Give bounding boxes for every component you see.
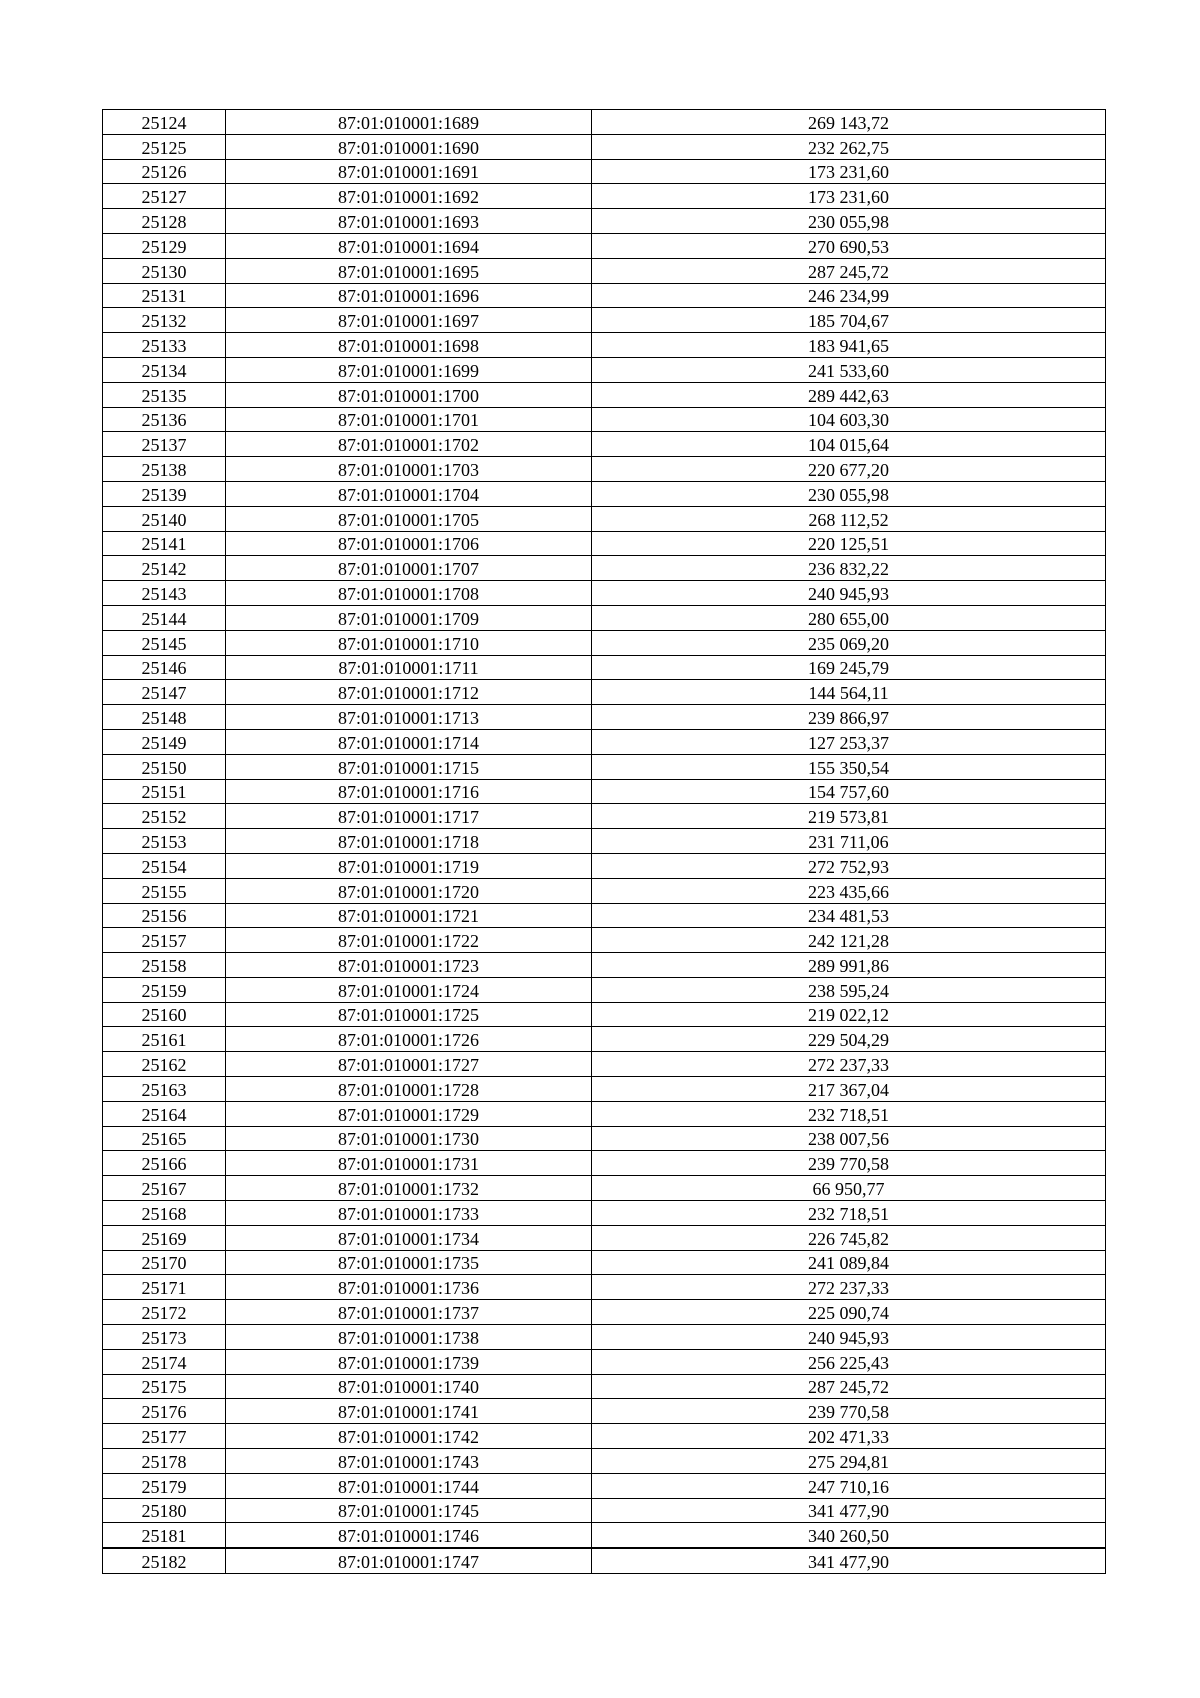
cadastral-number-cell: 87:01:010001:1722 [226, 928, 592, 953]
cadastral-value-cell: 240 945,93 [592, 581, 1106, 606]
table-row [103, 1399, 1106, 1424]
table-row [103, 1027, 1106, 1052]
table-row [103, 1275, 1106, 1300]
row-number-cell: 25141 [103, 531, 226, 556]
table-row [103, 705, 1106, 730]
row-number-cell: 25125 [103, 134, 226, 159]
table-row [103, 506, 1106, 531]
cadastral-number-cell: 87:01:010001:1706 [226, 531, 592, 556]
cadastral-number-cell: 87:01:010001:1732 [226, 1176, 592, 1201]
cadastral-number-cell: 87:01:010001:1704 [226, 481, 592, 506]
row-number-cell: 25143 [103, 581, 226, 606]
cadastral-number-cell: 87:01:010001:1703 [226, 457, 592, 482]
cadastral-value-cell: 219 022,12 [592, 1002, 1106, 1027]
row-number-cell: 25145 [103, 630, 226, 655]
cadastral-value-cell: 232 262,75 [592, 134, 1106, 159]
row-number-cell: 25181 [103, 1523, 226, 1548]
cadastral-number-cell: 87:01:010001:1708 [226, 581, 592, 606]
cadastral-number-cell: 87:01:010001:1710 [226, 630, 592, 655]
table-row [103, 977, 1106, 1002]
cadastral-number-cell: 87:01:010001:1700 [226, 382, 592, 407]
row-number-cell: 25156 [103, 903, 226, 928]
row-number-cell: 25174 [103, 1349, 226, 1374]
table-row [103, 258, 1106, 283]
cadastral-number-cell: 87:01:010001:1705 [226, 506, 592, 531]
cadastral-number-cell: 87:01:010001:1715 [226, 754, 592, 779]
row-number-cell: 25161 [103, 1027, 226, 1052]
cadastral-number-cell: 87:01:010001:1691 [226, 159, 592, 184]
table-row [103, 1498, 1106, 1523]
cadastral-value-cell: 256 225,43 [592, 1349, 1106, 1374]
table-row [103, 556, 1106, 581]
cadastral-value-cell: 287 245,72 [592, 1374, 1106, 1399]
cadastral-number-cell: 87:01:010001:1695 [226, 258, 592, 283]
table-row [103, 581, 1106, 606]
row-number-cell: 25170 [103, 1250, 226, 1275]
row-number-cell: 25140 [103, 506, 226, 531]
cadastral-value-cell: 239 866,97 [592, 705, 1106, 730]
table-row [103, 1374, 1106, 1399]
row-number-cell: 25176 [103, 1399, 226, 1424]
cadastral-value-cell: 104 603,30 [592, 407, 1106, 432]
row-number-cell: 25129 [103, 233, 226, 258]
cadastral-number-cell: 87:01:010001:1727 [226, 1052, 592, 1077]
table-row [103, 357, 1106, 382]
cadastral-number-cell: 87:01:010001:1723 [226, 953, 592, 978]
cadastral-value-cell: 235 069,20 [592, 630, 1106, 655]
cadastral-number-cell: 87:01:010001:1721 [226, 903, 592, 928]
cadastral-number-cell: 87:01:010001:1719 [226, 853, 592, 878]
cadastral-value-cell: 173 231,60 [592, 184, 1106, 209]
cadastral-value-cell: 220 677,20 [592, 457, 1106, 482]
cadastral-value-cell: 275 294,81 [592, 1449, 1106, 1474]
cadastral-number-cell: 87:01:010001:1701 [226, 407, 592, 432]
cadastral-value-cell: 241 089,84 [592, 1250, 1106, 1275]
table-row [103, 457, 1106, 482]
cadastral-value-cell: 226 745,82 [592, 1225, 1106, 1250]
cadastral-value-cell: 289 991,86 [592, 953, 1106, 978]
table-body [103, 110, 1106, 1574]
cadastral-number-cell: 87:01:010001:1739 [226, 1349, 592, 1374]
row-number-cell: 25135 [103, 382, 226, 407]
cadastral-number-cell: 87:01:010001:1738 [226, 1325, 592, 1350]
cadastral-value-cell: 239 770,58 [592, 1151, 1106, 1176]
cadastral-value-cell: 246 234,99 [592, 283, 1106, 308]
cadastral-value-cell: 185 704,67 [592, 308, 1106, 333]
table-row [103, 1349, 1106, 1374]
cadastral-number-cell: 87:01:010001:1734 [226, 1225, 592, 1250]
cadastral-number-cell: 87:01:010001:1713 [226, 705, 592, 730]
cadastral-value-cell: 232 718,51 [592, 1101, 1106, 1126]
row-number-cell: 25160 [103, 1002, 226, 1027]
table-row [103, 1101, 1106, 1126]
table-row [103, 680, 1106, 705]
table-row [103, 1523, 1106, 1548]
table-row [103, 333, 1106, 358]
cadastral-value-cell: 225 090,74 [592, 1300, 1106, 1325]
row-number-cell: 25134 [103, 357, 226, 382]
cadastral-number-cell: 87:01:010001:1724 [226, 977, 592, 1002]
cadastral-number-cell: 87:01:010001:1712 [226, 680, 592, 705]
cadastral-value-cell: 242 121,28 [592, 928, 1106, 953]
cadastral-value-cell: 272 752,93 [592, 853, 1106, 878]
cadastral-value-cell: 169 245,79 [592, 655, 1106, 680]
cadastral-value-cell: 223 435,66 [592, 878, 1106, 903]
cadastral-number-cell: 87:01:010001:1746 [226, 1523, 592, 1548]
cadastral-value-cell: 155 350,54 [592, 754, 1106, 779]
table-row [103, 1548, 1106, 1573]
row-number-cell: 25158 [103, 953, 226, 978]
table-row [103, 110, 1106, 135]
cadastral-number-cell: 87:01:010001:1711 [226, 655, 592, 680]
cadastral-number-cell: 87:01:010001:1697 [226, 308, 592, 333]
row-number-cell: 25157 [103, 928, 226, 953]
cadastral-value-cell: 230 055,98 [592, 481, 1106, 506]
table-row [103, 1176, 1106, 1201]
row-number-cell: 25155 [103, 878, 226, 903]
cadastral-value-cell: 66 950,77 [592, 1176, 1106, 1201]
row-number-cell: 25133 [103, 333, 226, 358]
table-row [103, 1449, 1106, 1474]
table-row [103, 853, 1106, 878]
table-row [103, 1126, 1106, 1151]
cadastral-value-cell: 238 007,56 [592, 1126, 1106, 1151]
row-number-cell: 25168 [103, 1201, 226, 1226]
row-number-cell: 25136 [103, 407, 226, 432]
cadastral-value-cell: 202 471,33 [592, 1424, 1106, 1449]
row-number-cell: 25128 [103, 209, 226, 234]
row-number-cell: 25169 [103, 1225, 226, 1250]
row-number-cell: 25167 [103, 1176, 226, 1201]
cadastral-number-cell: 87:01:010001:1742 [226, 1424, 592, 1449]
row-number-cell: 25166 [103, 1151, 226, 1176]
table-row [103, 283, 1106, 308]
row-number-cell: 25130 [103, 258, 226, 283]
table-row [103, 754, 1106, 779]
cadastral-number-cell: 87:01:010001:1718 [226, 829, 592, 854]
cadastral-value-cell: 272 237,33 [592, 1275, 1106, 1300]
table-row [103, 382, 1106, 407]
cadastral-value-cell: 268 112,52 [592, 506, 1106, 531]
row-number-cell: 25137 [103, 432, 226, 457]
row-number-cell: 25178 [103, 1449, 226, 1474]
row-number-cell: 25132 [103, 308, 226, 333]
cadastral-value-cell: 340 260,50 [592, 1523, 1106, 1548]
table-row [103, 481, 1106, 506]
table-row [103, 804, 1106, 829]
row-number-cell: 25177 [103, 1424, 226, 1449]
cadastral-value-cell: 234 481,53 [592, 903, 1106, 928]
row-number-cell: 25159 [103, 977, 226, 1002]
table-row [103, 1424, 1106, 1449]
table-row [103, 878, 1106, 903]
table-row [103, 134, 1106, 159]
cadastral-value-cell: 239 770,58 [592, 1399, 1106, 1424]
cadastral-number-cell: 87:01:010001:1696 [226, 283, 592, 308]
cadastral-number-cell: 87:01:010001:1714 [226, 729, 592, 754]
cadastral-number-cell: 87:01:010001:1735 [226, 1250, 592, 1275]
cadastral-number-cell: 87:01:010001:1743 [226, 1449, 592, 1474]
cadastral-number-cell: 87:01:010001:1720 [226, 878, 592, 903]
row-number-cell: 25144 [103, 605, 226, 630]
cadastral-value-cell: 229 504,29 [592, 1027, 1106, 1052]
cadastral-number-cell: 87:01:010001:1694 [226, 233, 592, 258]
row-number-cell: 25151 [103, 779, 226, 804]
table-row [103, 1077, 1106, 1102]
table-row [103, 1002, 1106, 1027]
cadastral-number-cell: 87:01:010001:1728 [226, 1077, 592, 1102]
cadastral-value-cell: 231 711,06 [592, 829, 1106, 854]
table-row [103, 1225, 1106, 1250]
cadastral-value-cell: 220 125,51 [592, 531, 1106, 556]
row-number-cell: 25179 [103, 1473, 226, 1498]
table-row [103, 1052, 1106, 1077]
row-number-cell: 25147 [103, 680, 226, 705]
table-row [103, 605, 1106, 630]
row-number-cell: 25163 [103, 1077, 226, 1102]
cadastral-number-cell: 87:01:010001:1702 [226, 432, 592, 457]
cadastral-number-cell: 87:01:010001:1726 [226, 1027, 592, 1052]
cadastral-number-cell: 87:01:010001:1693 [226, 209, 592, 234]
cadastral-value-cell: 272 237,33 [592, 1052, 1106, 1077]
cadastral-value-cell: 269 143,72 [592, 110, 1106, 135]
row-number-cell: 25149 [103, 729, 226, 754]
cadastral-value-cell: 219 573,81 [592, 804, 1106, 829]
row-number-cell: 25126 [103, 159, 226, 184]
cadastral-value-cell: 127 253,37 [592, 729, 1106, 754]
cadastral-number-cell: 87:01:010001:1744 [226, 1473, 592, 1498]
table-row [103, 729, 1106, 754]
cadastral-value-cell: 280 655,00 [592, 605, 1106, 630]
table-row [103, 1325, 1106, 1350]
row-number-cell: 25153 [103, 829, 226, 854]
cadastral-number-cell: 87:01:010001:1716 [226, 779, 592, 804]
row-number-cell: 25124 [103, 110, 226, 135]
cadastral-value-cell: 341 477,90 [592, 1548, 1106, 1573]
row-number-cell: 25182 [103, 1548, 226, 1573]
cadastral-value-cell: 341 477,90 [592, 1498, 1106, 1523]
row-number-cell: 25131 [103, 283, 226, 308]
table-row [103, 1250, 1106, 1275]
cadastral-number-cell: 87:01:010001:1747 [226, 1548, 592, 1573]
row-number-cell: 25146 [103, 655, 226, 680]
row-number-cell: 25162 [103, 1052, 226, 1077]
row-number-cell: 25127 [103, 184, 226, 209]
cadastral-number-cell: 87:01:010001:1741 [226, 1399, 592, 1424]
cadastral-value-cell: 238 595,24 [592, 977, 1106, 1002]
row-number-cell: 25175 [103, 1374, 226, 1399]
table-row [103, 407, 1106, 432]
row-number-cell: 25148 [103, 705, 226, 730]
table-row [103, 928, 1106, 953]
cadastral-number-cell: 87:01:010001:1692 [226, 184, 592, 209]
row-number-cell: 25172 [103, 1300, 226, 1325]
row-number-cell: 25139 [103, 481, 226, 506]
table-row [103, 233, 1106, 258]
cadastral-value-cell: 217 367,04 [592, 1077, 1106, 1102]
cadastral-value-cell: 247 710,16 [592, 1473, 1106, 1498]
table-row [103, 1151, 1106, 1176]
cadastral-number-cell: 87:01:010001:1699 [226, 357, 592, 382]
row-number-cell: 25142 [103, 556, 226, 581]
row-number-cell: 25173 [103, 1325, 226, 1350]
cadastral-value-cell: 183 941,65 [592, 333, 1106, 358]
row-number-cell: 25152 [103, 804, 226, 829]
row-number-cell: 25171 [103, 1275, 226, 1300]
cadastral-value-cell: 173 231,60 [592, 159, 1106, 184]
table-row [103, 779, 1106, 804]
cadastral-number-cell: 87:01:010001:1690 [226, 134, 592, 159]
cadastral-value-cell: 270 690,53 [592, 233, 1106, 258]
table-row [103, 432, 1106, 457]
row-number-cell: 25164 [103, 1101, 226, 1126]
row-number-cell: 25165 [103, 1126, 226, 1151]
row-number-cell: 25150 [103, 754, 226, 779]
cadastral-value-cell: 232 718,51 [592, 1201, 1106, 1226]
cadastral-number-cell: 87:01:010001:1729 [226, 1101, 592, 1126]
cadastral-value-cell: 241 533,60 [592, 357, 1106, 382]
cadastral-number-cell: 87:01:010001:1745 [226, 1498, 592, 1523]
cadastral-number-cell: 87:01:010001:1707 [226, 556, 592, 581]
table-row [103, 531, 1106, 556]
cadastral-value-cell: 154 757,60 [592, 779, 1106, 804]
cadastral-value-cell: 236 832,22 [592, 556, 1106, 581]
row-number-cell: 25154 [103, 853, 226, 878]
cadastral-number-cell: 87:01:010001:1737 [226, 1300, 592, 1325]
cadastral-number-cell: 87:01:010001:1731 [226, 1151, 592, 1176]
table-row [103, 630, 1106, 655]
table-row [103, 1300, 1106, 1325]
table-row [103, 655, 1106, 680]
cadastral-value-cell: 287 245,72 [592, 258, 1106, 283]
table-row [103, 184, 1106, 209]
cadastral-value-table [102, 109, 1106, 1574]
cadastral-number-cell: 87:01:010001:1725 [226, 1002, 592, 1027]
cadastral-number-cell: 87:01:010001:1698 [226, 333, 592, 358]
cadastral-value-cell: 144 564,11 [592, 680, 1106, 705]
cadastral-number-cell: 87:01:010001:1736 [226, 1275, 592, 1300]
cadastral-value-cell: 289 442,63 [592, 382, 1106, 407]
cadastral-number-cell: 87:01:010001:1689 [226, 110, 592, 135]
table-row [103, 159, 1106, 184]
cadastral-number-cell: 87:01:010001:1740 [226, 1374, 592, 1399]
table-row [103, 209, 1106, 234]
cadastral-number-cell: 87:01:010001:1709 [226, 605, 592, 630]
row-number-cell: 25180 [103, 1498, 226, 1523]
cadastral-number-cell: 87:01:010001:1717 [226, 804, 592, 829]
table-row [103, 1473, 1106, 1498]
cadastral-number-cell: 87:01:010001:1733 [226, 1201, 592, 1226]
cadastral-value-cell: 240 945,93 [592, 1325, 1106, 1350]
table-row [103, 903, 1106, 928]
table-row [103, 308, 1106, 333]
cadastral-value-cell: 104 015,64 [592, 432, 1106, 457]
table-row [103, 829, 1106, 854]
cadastral-value-cell: 230 055,98 [592, 209, 1106, 234]
cadastral-number-cell: 87:01:010001:1730 [226, 1126, 592, 1151]
row-number-cell: 25138 [103, 457, 226, 482]
table-row [103, 1201, 1106, 1226]
table-row [103, 953, 1106, 978]
